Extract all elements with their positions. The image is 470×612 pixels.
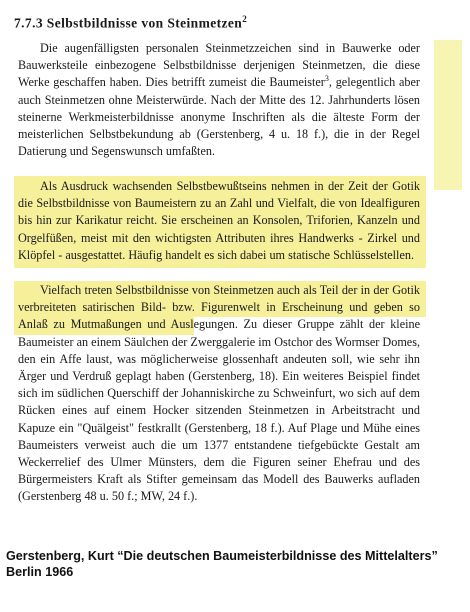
section-heading <box>14 14 247 32</box>
source-caption <box>6 548 464 580</box>
paragraph-1-footnote-marker: 3 <box>324 74 329 84</box>
paragraph-2: Als Ausdruck wachsenden Selbstbewußtseins nehmen in der Zeit der Gotik die Selbstbildnisse von Baumeistern zu an Zahl und Vielfalt, die von Idealfiguren bis hin zur Karikatur reicht. Sie erscheinen an Konsolen, Triforien, Kanzeln und Orgelfüßen, meist mit den wichtigsten Attributen ihres Handwerks - Zirkel und Klöpfel - ausgestattet. Häufig handelt es sich dabei um statische Schlüsselstellen. <box>18 179 420 262</box>
paragraph-1-text-b: , gelegentlich aber auch Steinmetzen ohne Meisterwürde. Nach der Mitte des 12. Jahrhunderts lösen steinerne Werkmeisterbildnisse anonyme Inschriften als die älteste Form der meisterlichen Selbstbekundung ab (Gerstenberg, 4 u. 18 f.), die in der Regel Datierung und Segenswunsch umfaßten. <box>18 75 420 159</box>
paragraph-1-text-a: Die augenfälligsten personalen Steinmetzzeichen sind in Bauwerke oder Bauwerksteile einbezogene Selbstbildnisse derjenigen Steinmetzen, die diese Werke geschaffen haben. Dies betrifft zumeist die Baumeister <box>18 41 420 90</box>
caption-line-1: Gerstenberg, Kurt “Die deutschen Baumeisterbildnisse des Mittelalters” <box>6 549 438 563</box>
margin-highlight-mark <box>434 40 462 190</box>
section-number: 7.7.3 <box>14 15 43 31</box>
paragraph-1 <box>18 40 420 160</box>
caption-line-2: Berlin 1966 <box>6 565 74 579</box>
paragraph-3: Vielfach treten Selbstbildnisse von Steinmetzen auch als Teil der in der Gotik verbreiteten satirischen Bild- bzw. Figurenwelt in Erscheinung und geben so Anlaß zu Mutmaßungen und Auslegungen. Zu dieser Gruppe zählt der kleine Baumeister an einem Säulchen der Zwerggalerie im Ostchor des Wormser Domes, den ein Affe laust, was möglicherweise glossenhaft andeuten soll, wie sehr ihn Ärger und Verdruß geplagt haben (Gerstenberg, 18). Ein weiteres Beispiel findet sich im südlichen Querschiff der Johanniskirche zu Schweinfurt, wo sich auf dem Rücken eines auf einem Hocker sitzenden Steinmetzen in Arbeitstracht und Kapuze ein "Quälgeist" festkrallt (Gerstenberg, 18 f.). Auf Plage und Mühe eines Baumeisters verweist auch die um 1377 entstandene tiefgebückte Gestalt am Weckerrelief des Ulmer Münsters, dem die Figuren seiner Ehefrau und des Bürgermeisters Kraft als Stifter gemeinsam das Modell des Bauwerks aufladen (Gerstenberg 48 u. 50 f.; MW, 24 f.). <box>18 283 420 504</box>
section-title: Selbstbildnisse von Steinmetzen <box>46 15 243 31</box>
heading-footnote-marker: 2 <box>242 14 248 24</box>
